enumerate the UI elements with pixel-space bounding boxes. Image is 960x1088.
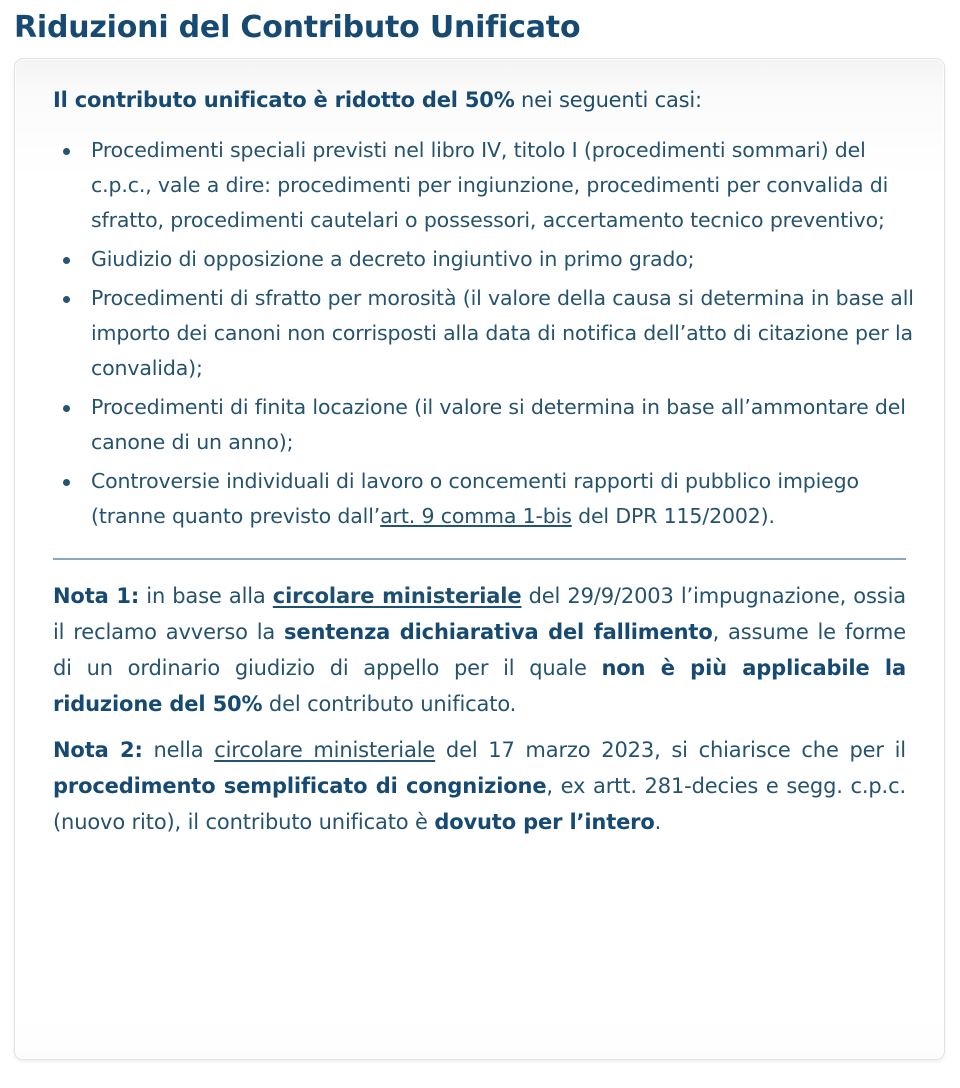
nota-1-paragraph (53, 578, 906, 722)
list-item-text: Procedimenti di finita locazione (il valore si determina in base all’ammontare del canone di un anno); (91, 395, 906, 454)
nota-2-bold-1: procedimento semplificato di congnizione (53, 774, 547, 798)
nota-1-bold-1: sentenza dichiarativa del fallimento (284, 620, 713, 644)
list-item (53, 133, 918, 238)
list-item (53, 242, 918, 277)
intro-bold-text: Il contributo unificato è ridotto del 50% (53, 88, 515, 112)
reduction-cases-list (53, 133, 918, 534)
nota-1-text-part1: in base alla (139, 584, 273, 608)
list-item-text: Procedimenti di sfratto per morosità (il valore della causa si determina in base all importo dei canoni non corrisposti alla data di notifica dell’atto di citazione per la convalida); (91, 286, 914, 380)
nota-2-label: Nota 2: (53, 738, 143, 762)
list-item-text: Procedimenti speciali previsti nel libro IV, titolo I (procedimenti sommari) del c.p.c., vale a dire: procedimenti per ingiunzione, procedimenti per convalida di sfratto, procedimenti cautelari o possessori, accertamento tecnico preventivo; (91, 138, 889, 232)
intro-paragraph (53, 85, 918, 115)
nota-1-bold-2: non è più applicabile la riduzione del 50% (53, 656, 906, 716)
list-item-text-prefix: Controversie individuali di lavoro o concementi rapporti di pubblico impiego (tranne quanto previsto dall’ (91, 469, 859, 528)
nota-2-bold-2: dovuto per l’intero (434, 810, 655, 834)
link-circolare-ministeriale-2[interactable]: circolare ministeriale (214, 738, 436, 762)
nota-1-text-part2: del 29/9/2003 l’impugnazione, ossia il reclamo avverso la (53, 584, 906, 644)
nota-1-text-part4: del contributo unificato. (262, 692, 517, 716)
link-art-9-comma-1-bis[interactable]: art. 9 comma 1-bis (380, 504, 572, 528)
list-item (53, 390, 918, 460)
nota-2-text-part4: . (654, 810, 662, 834)
page-title: Riduzioni del Contributo Unificato (14, 10, 581, 45)
nota-2-paragraph (53, 732, 906, 840)
nota-2-text-part3: , ex artt. 281-decies e segg. c.p.c. (nuovo rito), il contributo unificato è (53, 774, 906, 834)
list-item (53, 464, 918, 534)
nota-1-text-part3: , assume le forme di un ordinario giudizio di appello per il quale (53, 620, 906, 680)
link-circolare-ministeriale-1[interactable]: circolare ministeriale (272, 584, 522, 608)
list-item-text: Giudizio di opposizione a decreto ingiuntivo in primo grado; (91, 247, 695, 271)
nota-2-text-part1: nella (142, 738, 215, 762)
content-card (14, 58, 945, 1060)
list-item (53, 281, 918, 386)
nota-1-label: Nota 1: (53, 584, 140, 608)
intro-rest-text: nei seguenti casi: (514, 88, 702, 112)
list-item-text-suffix: del DPR 115/2002). (571, 504, 775, 528)
section-divider (53, 558, 906, 560)
nota-2-text-part2: del 17 marzo 2023, si chiarisce che per il (435, 738, 906, 762)
